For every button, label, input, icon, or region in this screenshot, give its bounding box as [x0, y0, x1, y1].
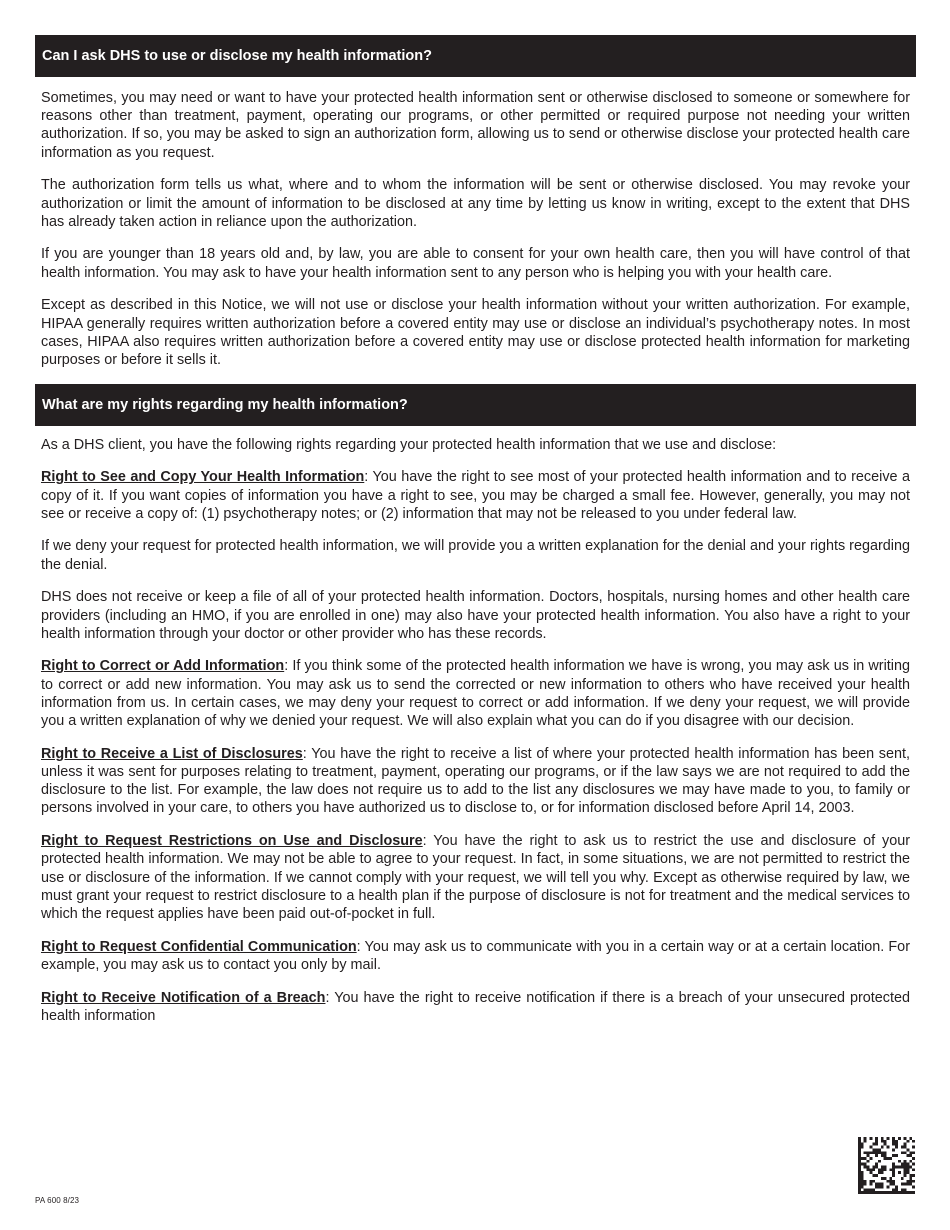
paragraph-authorization-form: The authorization form tells us what, where and to whom the information will be sent or otherwise disclosed. You may revoke your authorization or limit the amount of information to be disclosed at any time by letting us know in writing, except to the extent that DHS has already taken action in reliance upon the authorization. [41, 177, 910, 230]
paragraph-disclosure-request: Sometimes, you may need or want to have your protected health information sent or otherwise disclosed to someone or somewhere for reasons other than treatment, payment, operating our programs, or other permitted or required purpose not needing your written authorization. If so, you may be asked to sign an authorization form, allowing us to send or otherwise disclose your protected health care information as you request. [41, 90, 910, 161]
section-header-authorization: Can I ask DHS to use or disclose my health information? [35, 35, 916, 77]
text-right-restrict: : You have the right to ask us to restrict the use and disclosure of your protected health information. We may not be able to agree to your request. In fact, in some situations, we are not permitted to restrict the use or disclosure of the information. If we cannot comply with your request, we will tell you why. Except as otherwise required by law, we must grant your request to restrict disclosure to a health plan if the purpose of disclosure is not for treatment and the medical services to which the request applies have been paid out-of-pocket in full. [41, 833, 910, 922]
paragraph-rights-intro: As a DHS client, you have the following rights regarding your protected health information that we use and disclose: [41, 436, 777, 453]
term-right-breach: Right to Receive Notification of a Breach [41, 989, 326, 1006]
term-right-restrict: Right to Request Restrictions on Use and Disclosure [41, 833, 423, 850]
paragraph-right-restrict [41, 832, 910, 923]
paragraph-right-breach [41, 989, 910, 1025]
section-header-rights: What are my rights regarding my health information? [35, 384, 916, 426]
paragraph-right-see-copy [41, 468, 910, 523]
paragraph-right-correct [41, 657, 910, 730]
form-number: PA 600 8/23 [35, 1196, 80, 1205]
paragraph-right-list [41, 745, 910, 818]
term-right-see-copy: Right to See and Copy Your Health Information [41, 469, 365, 486]
term-right-correct: Right to Correct or Add Information [41, 658, 285, 675]
document-page [35, 35, 916, 1039]
section-body-rights [35, 426, 916, 1025]
text-right-breach: : You have the right to receive notification if there is a breach of your unsecured protected health information [41, 989, 910, 1024]
term-right-list: Right to Receive a List of Disclosures [41, 745, 303, 762]
paragraph-minor-consent: If you are younger than 18 years old and, by law, you are able to consent for your own health care, then you will have control of that health information. You may ask to have your health information sent to any person who is helping you with your health care. [41, 246, 910, 281]
paragraph-right-confidential [41, 938, 910, 974]
paragraph-file-records: DHS does not receive or keep a file of all of your protected health information. Doctors, hospitals, nursing homes and other health care providers (including an HMO, if you are enrolled in one) may also have your protected health information. You also have a right to your health information through your doctor or other provider who has these records. [41, 589, 910, 642]
term-right-confidential: Right to Request Confidential Communication [41, 938, 357, 955]
section-body-authorization [35, 77, 916, 369]
text-right-see-copy: : You have the right to see most of your protected health information and to receive a copy of it. If you want copies of information you have a right to see, you may be charged a small fee. However, generally, you may not see or receive a copy of: (1) psychotherapy notes; or (2) information that may not be released to you under federal law. [41, 469, 910, 522]
text-right-list: : You have the right to receive a list of where your protected health information has been sent, unless it was sent for purposes relating to treatment, payment, operating our programs, or if the law says we are not required to add the disclosure to the list. For example, the law does not require us to add to the list any disclosures we may have made to you, to family or persons involved in your care, to others you have authorized us to disclose to, or for information disclosed before April 14, 2003. [41, 745, 911, 817]
text-right-confidential: : You may ask us to communicate with you in a certain way or at a certain location. For example, you may ask us to contact you only by mail. [41, 938, 910, 973]
text-right-correct: : If you think some of the protected health information we have is wrong, you may ask us in writing to correct or add new information. You may ask us to send the corrected or new information to others who have received your health information from us. In certain cases, we may deny your request to correct or add information. If we deny your request, we will provide you a written explanation of why we denied your request. We will also explain what you can do if you disagree with our decision. [41, 658, 910, 730]
paragraph-deny-request: If we deny your request for protected health information, we will provide you a written explanation for the denial and your rights regarding the denial. [41, 538, 910, 573]
paragraph-hipaa-exceptions: Except as described in this Notice, we will not use or disclose your health information without your written authorization. For example, HIPAA generally requires written authorization before a covered entity may use or disclose an individual’s psychotherapy notes. In most cases, HIPAA also requires written authorization before a covered entity may use or disclose protected health information for marketing purposes or before it sells it. [41, 297, 910, 368]
datamatrix-barcode [858, 1137, 915, 1194]
